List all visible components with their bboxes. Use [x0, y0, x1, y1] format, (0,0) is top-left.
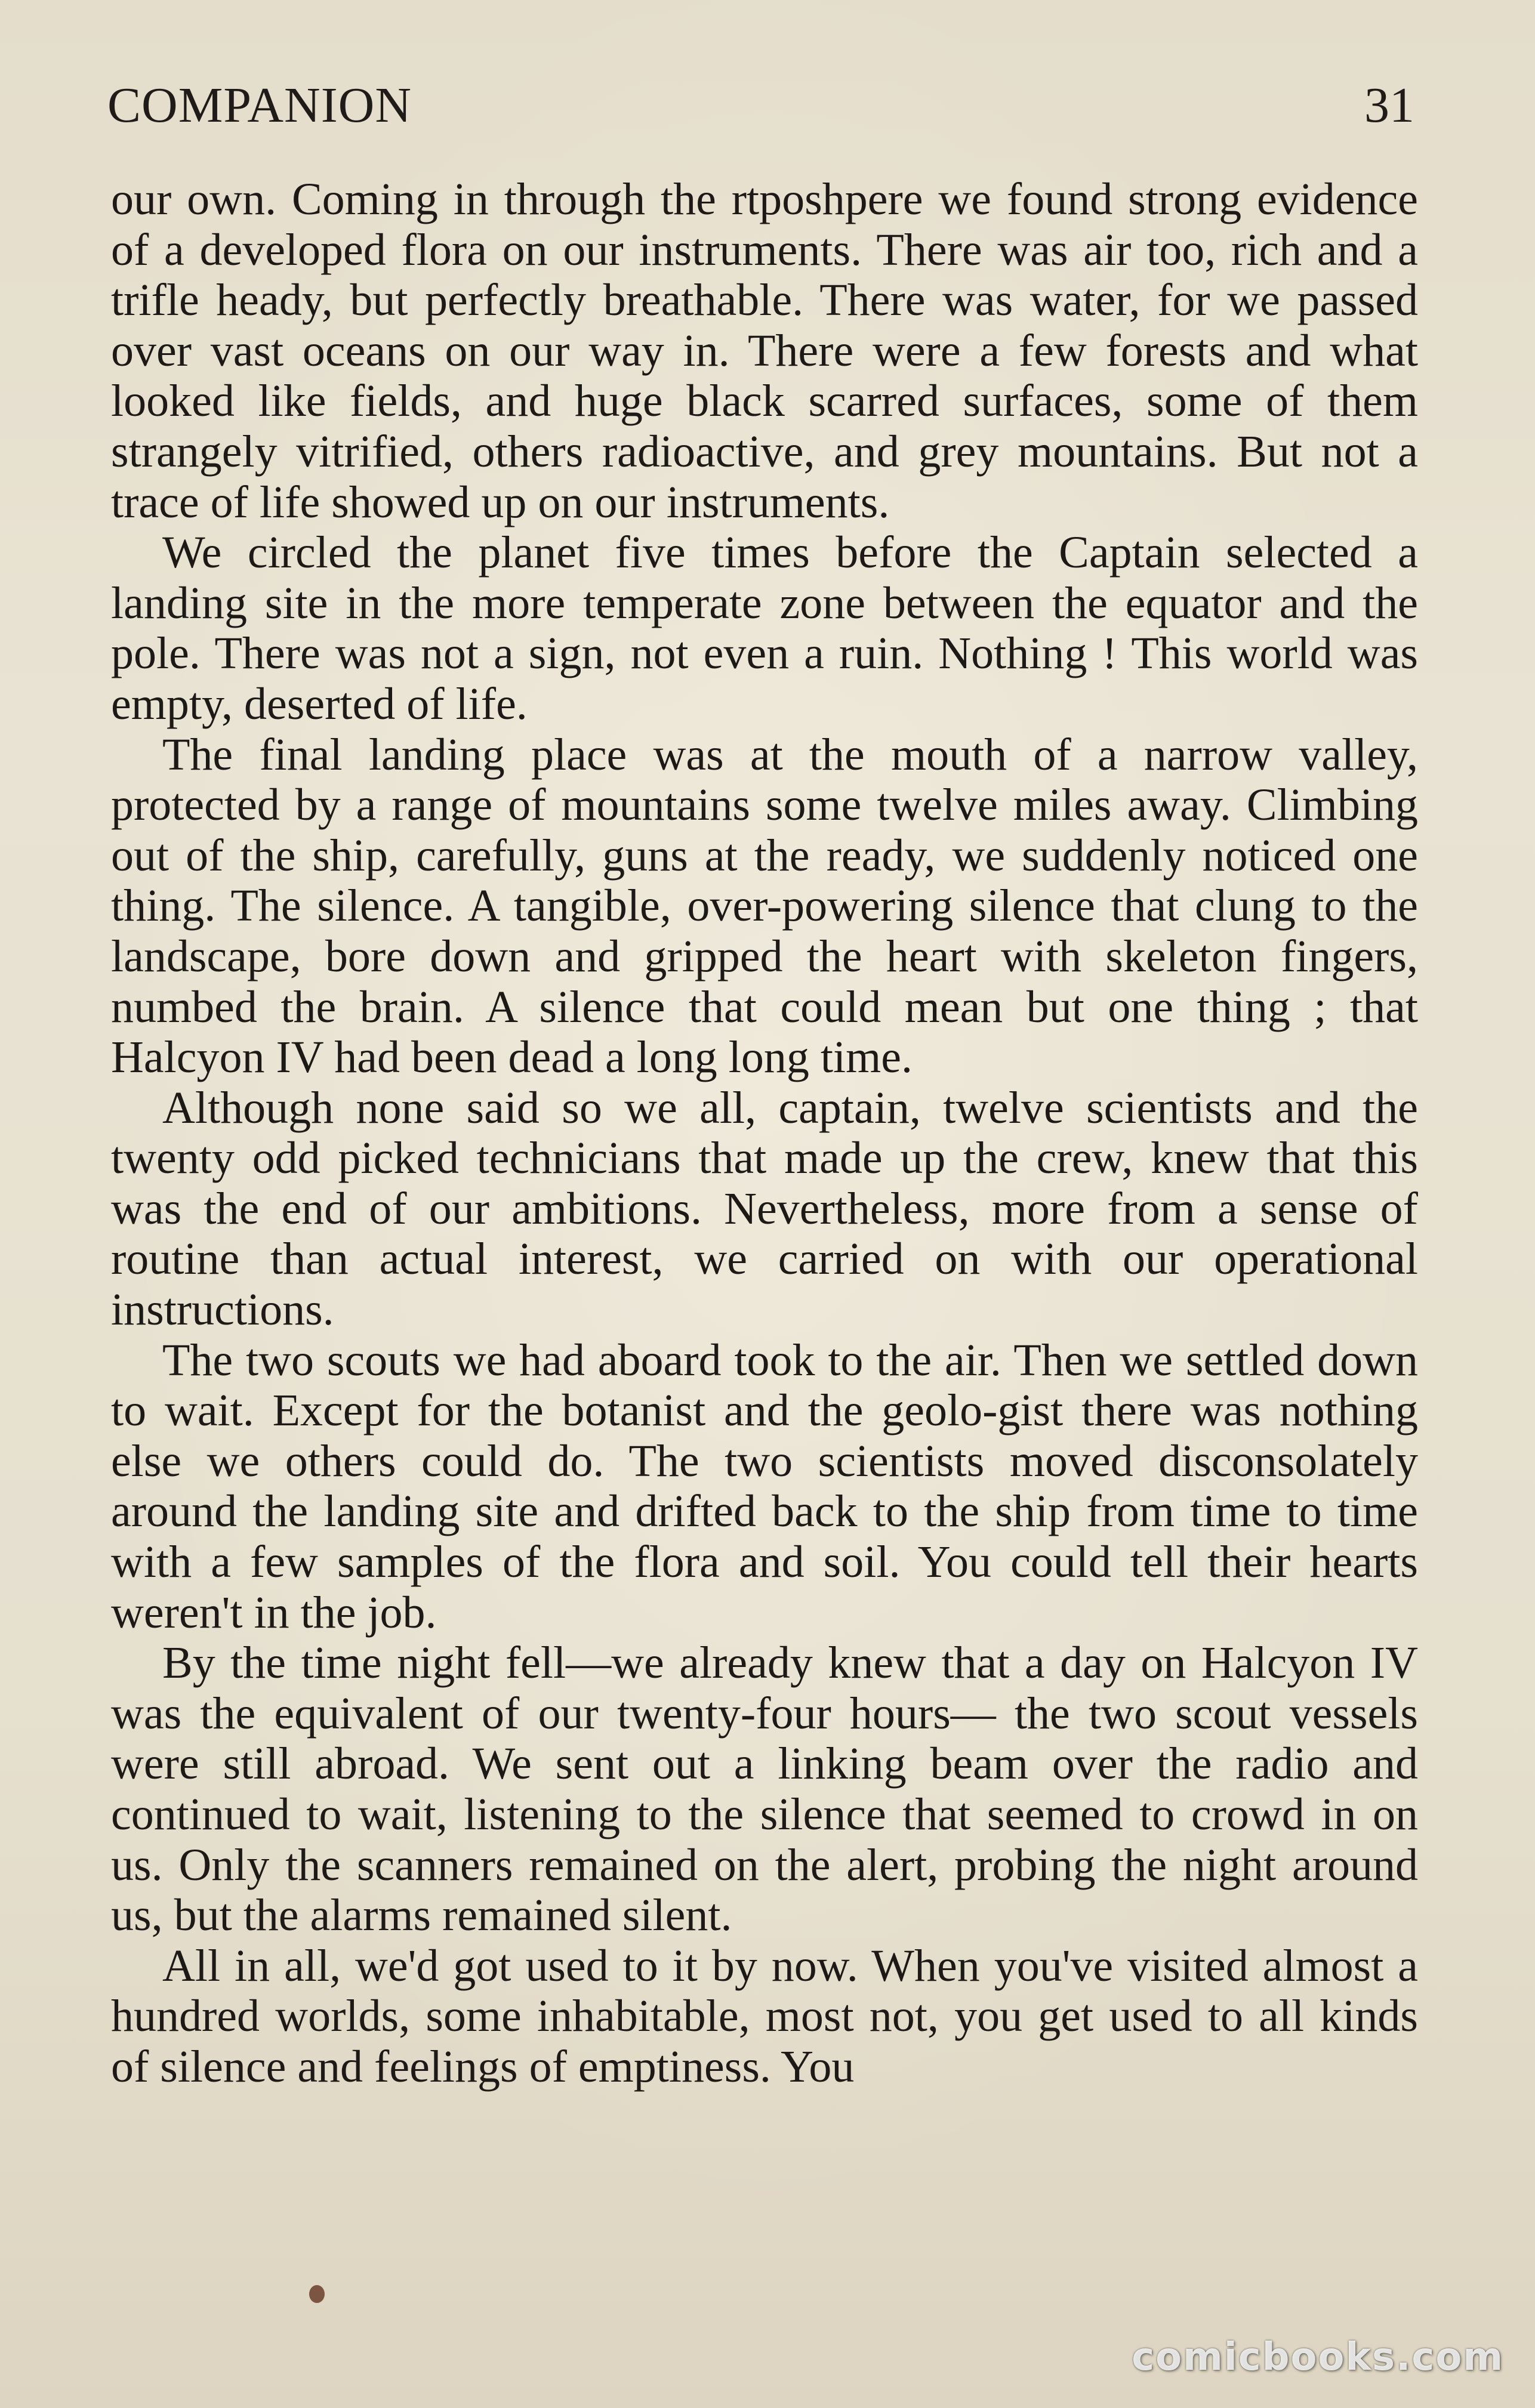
paragraph: By the time night fell—we already knew that a day on Halcyon IV was the equivalent of our twenty-four hours— the two scout vessels were still abroad. We sent out a linking beam over the radio and continued to wait, listening to the silence that seemed to crowd in on us. Only the scanners remained on the alert, probing the night around us, but the alarms remained silent.	[111, 1638, 1418, 1941]
site-watermark: comicbooks.com	[1132, 2335, 1504, 2379]
page-number: 31	[1364, 78, 1414, 133]
ink-stain	[309, 2285, 325, 2303]
body-text	[111, 174, 1418, 2092]
paragraph: The two scouts we had aboard took to the air. Then we settled down to wait. Except for the botanist and the geolo-gist there was nothing else we others could do. The two scientists moved disconsolately around the landing site and drifted back to the ship from time to time with a few samples of the flora and soil. You could tell their hearts weren't in the job.	[111, 1335, 1418, 1638]
paragraph: Although none said so we all, captain, twelve scientists and the twenty odd picked technicians that made up the crew, knew that this was the end of our ambitions. Nevertheless, more from a sense of routine than actual interest, we carried on with our operational instructions.	[111, 1082, 1418, 1335]
paragraph: All in all, we'd got used to it by now. When you've visited almost a hundred worlds, some inhabitable, most not, you get used to all kinds of silence and feelings of emptiness. You	[111, 1940, 1418, 2092]
running-title: COMPANION	[107, 78, 412, 133]
paragraph: The final landing place was at the mouth of a narrow valley, protected by a range of mountains some twelve miles away. Climbing out of the ship, carefully, guns at the ready, we suddenly noticed one thing. The silence. A tangible, over-powering silence that clung to the landscape, bore down and gripped the heart with skeleton fingers, numbed the brain. A silence that could mean but one thing ; that Halcyon IV had been dead a long long time.	[111, 729, 1418, 1083]
paragraph: our own. Coming in through the rtposhpere we found strong evidence of a developed flora on our instruments. There was air too, rich and a trifle heady, but perfectly breathable. There was water, for we passed over vast oceans on our way in. There were a few forests and what looked like fields, and huge black scarred surfaces, some of them strangely vitrified, others radioactive, and grey mountains. But not a trace of life showed up on our instruments.	[111, 174, 1418, 527]
running-head	[107, 76, 1414, 142]
paragraph: We circled the planet five times before the Captain selected a landing site in the more temperate zone between the equator and the pole. There was not a sign, not even a ruin. Nothing ! This world was empty, deserted of life.	[111, 527, 1418, 729]
